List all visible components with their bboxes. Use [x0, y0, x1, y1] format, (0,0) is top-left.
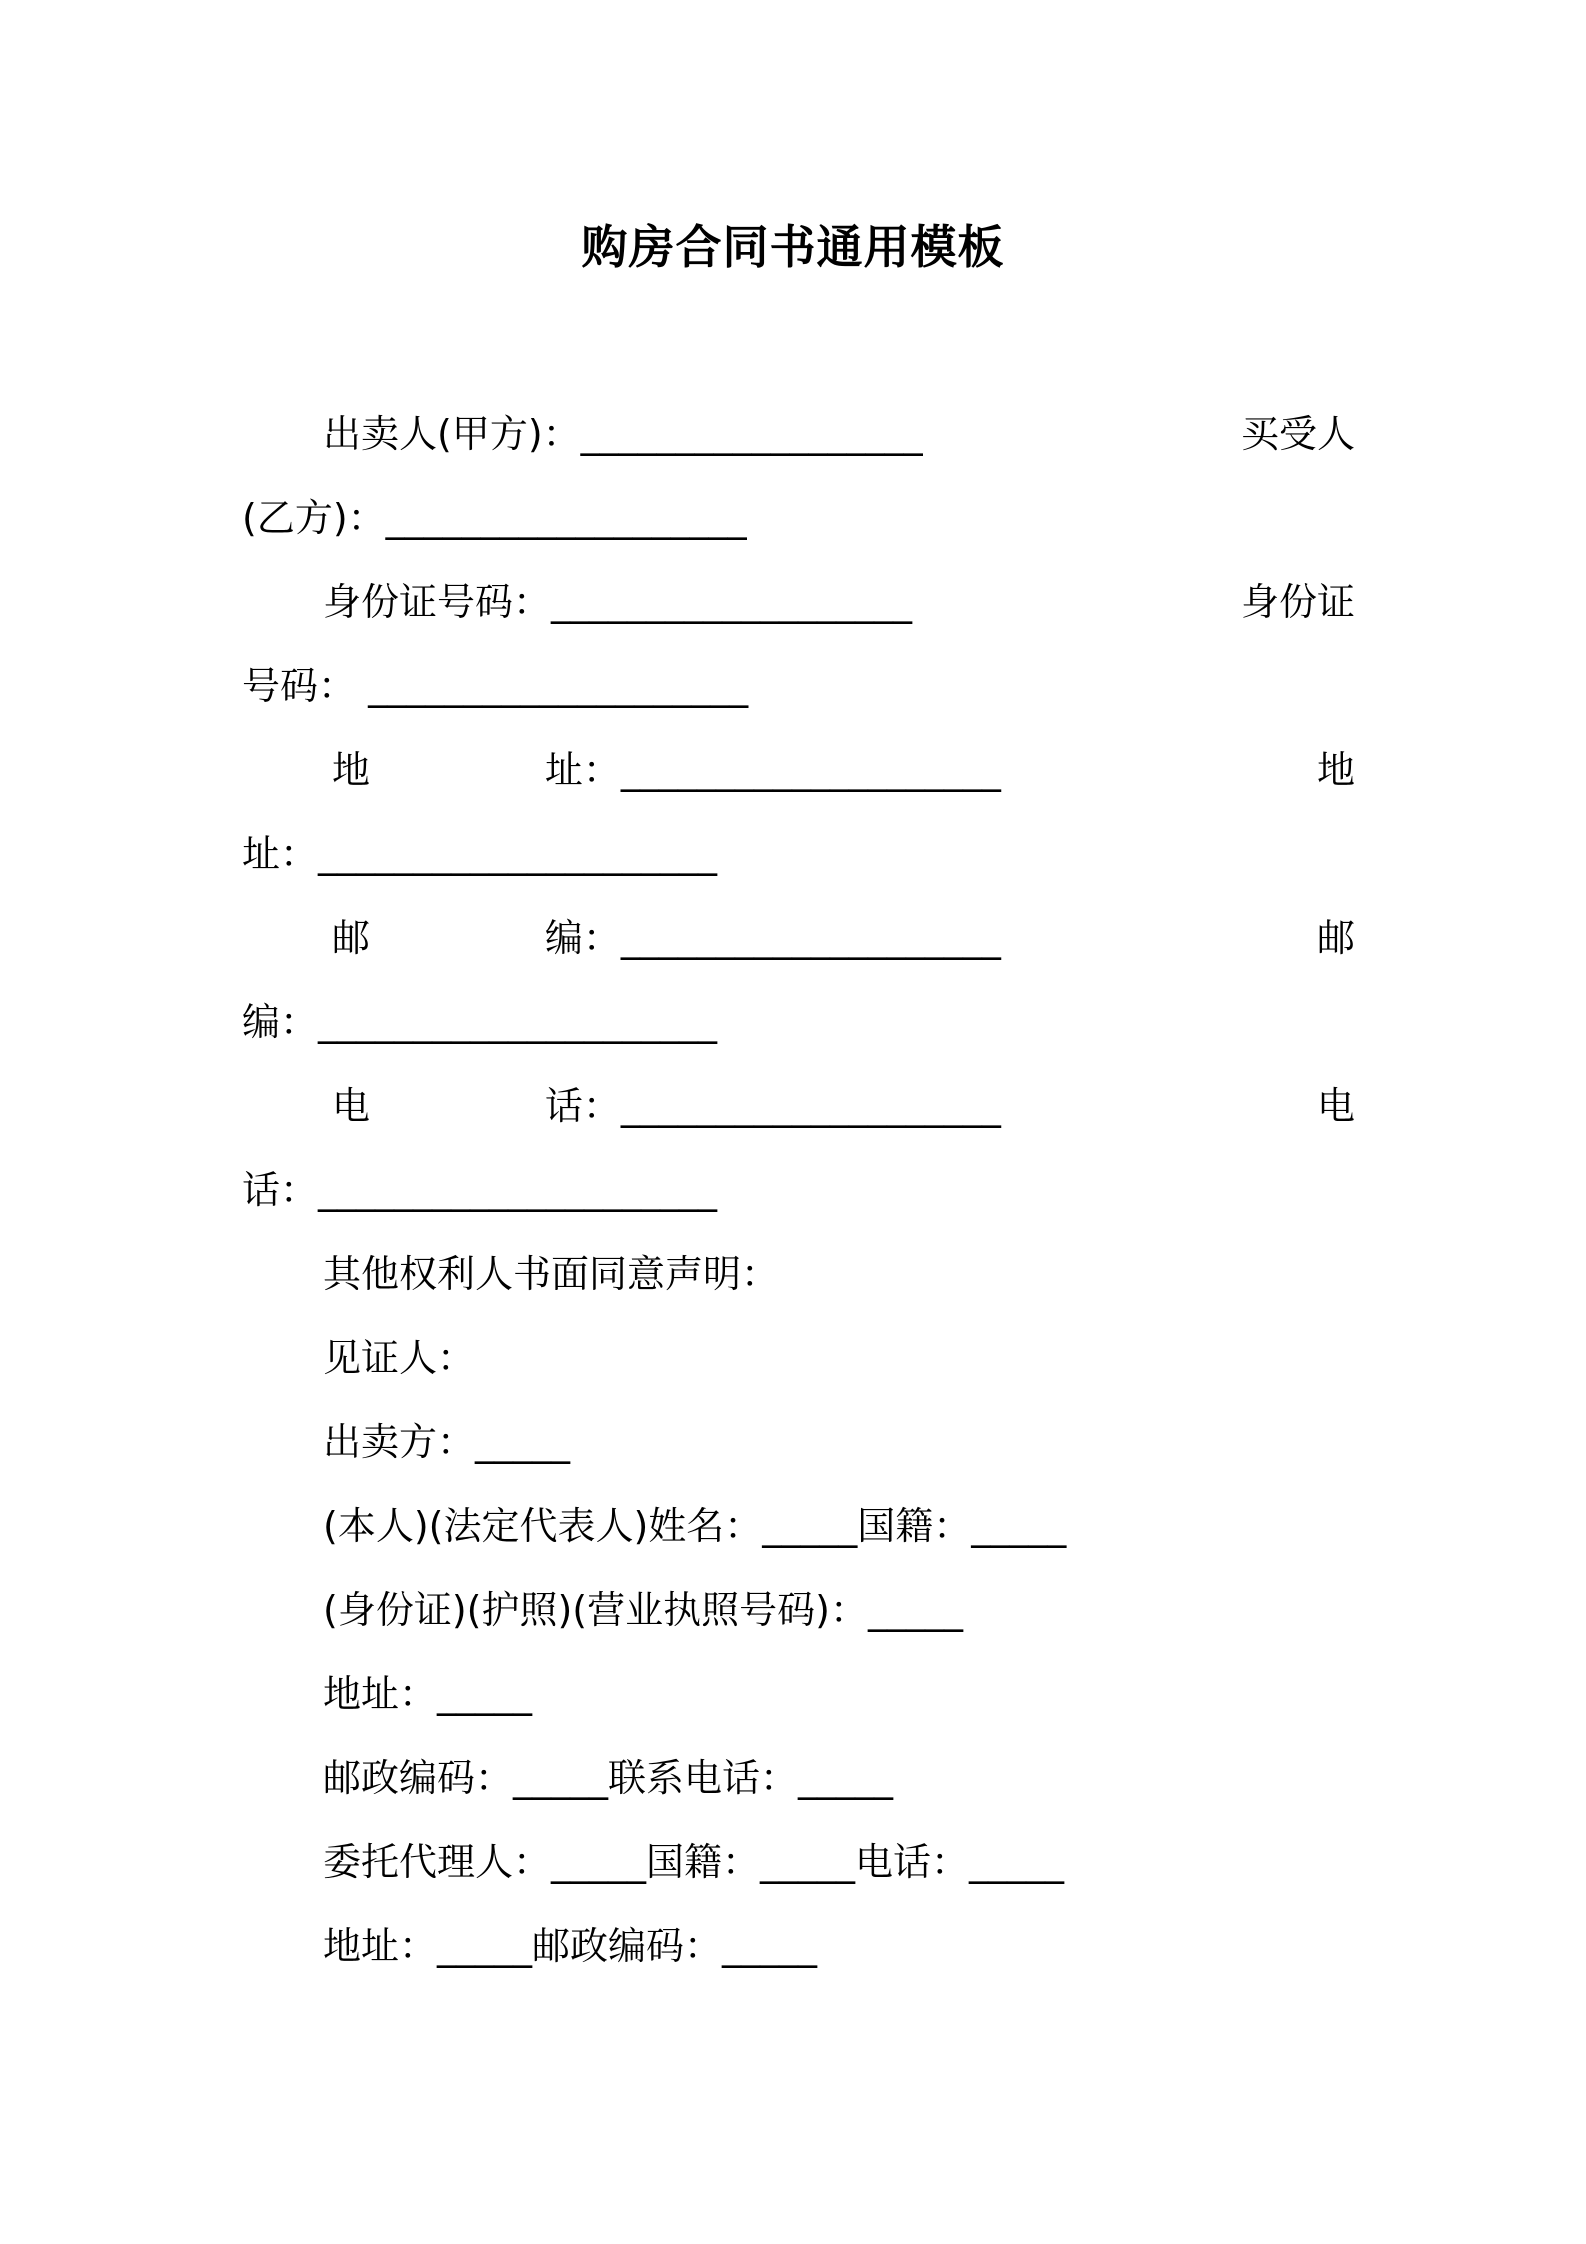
buyer-zip-part2: 编：_____________________	[242, 1000, 718, 1044]
seller-address-rest: 址：____________________	[544, 748, 1001, 792]
witness-line: 见证人：	[323, 1336, 476, 1380]
buyer-tel-part1: 电	[1316, 1084, 1355, 1128]
seller-tel-rest: 话：____________________	[544, 1084, 1001, 1128]
seller-line: 出卖人(甲方)：__________________	[323, 412, 923, 456]
buyer-address-part2: 址：_____________________	[242, 832, 718, 876]
buyer-label-part1: 买受人	[1240, 412, 1355, 456]
seller-zip-rest: 编：____________________	[544, 916, 1001, 960]
seller-id-line: 身份证号码：___________________	[323, 580, 913, 624]
agent-line: 委托代理人：_____国籍：_____电话：_____	[323, 1840, 1065, 1884]
seller-address-line	[332, 728, 1001, 812]
postcode-phone-line: 邮政编码：_____联系电话：_____	[323, 1756, 894, 1800]
address-postcode-line: 地址：_____邮政编码：_____	[323, 1924, 818, 1968]
page-title: 购房合同书通用模板	[581, 220, 1005, 274]
buyer-address-part1: 地	[1316, 748, 1355, 792]
buyer-label-part2: (乙方)：___________________	[242, 496, 747, 540]
buyer-tel-part2: 话：_____________________	[242, 1168, 718, 1212]
person-name-line: (本人)(法定代表人)姓名：_____国籍：_____	[323, 1504, 1067, 1548]
buyer-zip-part1: 邮	[1316, 916, 1355, 960]
other-consent-line: 其他权利人书面同意声明：	[323, 1252, 780, 1296]
address-line: 地址：_____	[323, 1672, 533, 1716]
buyer-id-part1: 身份证	[1240, 580, 1355, 624]
seller-zip-line	[332, 896, 1001, 980]
seller-party-line: 出卖方：_____	[323, 1420, 571, 1464]
buyer-id-part2: 号码： ____________________	[242, 664, 749, 708]
seller-tel-char1: 电	[332, 1084, 371, 1128]
seller-tel-line	[332, 1064, 1001, 1148]
id-passport-line: (身份证)(护照)(营业执照号码)：_____	[323, 1588, 963, 1632]
seller-address-char1: 地	[332, 748, 371, 792]
seller-zip-char1: 邮	[332, 916, 371, 960]
